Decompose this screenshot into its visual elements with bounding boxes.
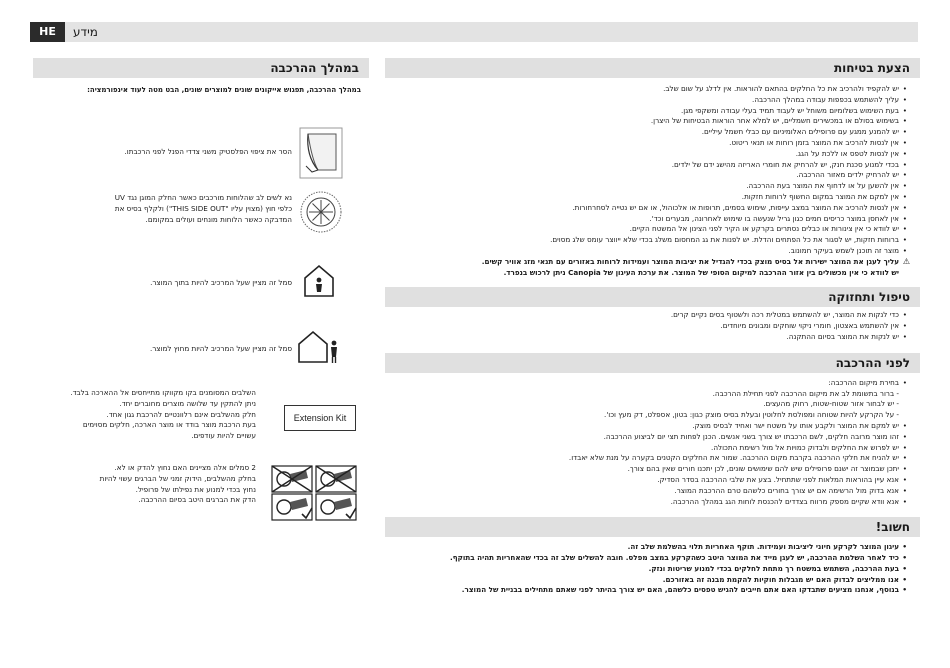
list-item: • בנוסף, אנחנו מציעים שתבדקו האם אתם חייבים להגיש טפסים כלשהם, האם יש צורך בהיתר לפני שאתם מתחילים בבניית של המוצר.	[391, 585, 907, 596]
list-item: • אין להשען על או לדחוף את המוצר בעת ההרכבה.	[391, 181, 907, 192]
list-item: • מוצר זה תוכנן לשמש בעיקר חמונוב.	[391, 246, 907, 257]
list-item: • בכדי למנוע סכנת חנק, יש להרחיק את חומרי האריזה מהישג ידם של ילדים.	[391, 160, 907, 171]
left-column	[33, 58, 369, 618]
assembly-intro: במהלך ההרכבה, תפגוש אייקונים שונים למוצרים שונים, הבט מטה לעוד אינפורמציה:	[87, 86, 361, 94]
list-item: • אין לאחסן במוצר כריסים חמים כגון גריל שנעשה בו שימוש לאחרונה, מבערים וכד'.	[391, 214, 907, 225]
row-line: בחלק מהשלבים, הידוק זמני של הברגים עשוי להיות	[99, 473, 256, 483]
inside-house-icon	[299, 260, 339, 300]
assembly-heading: במהלך ההרכבה	[33, 58, 369, 78]
extension-kit-label: Extension Kit	[284, 405, 356, 431]
list-item: • בחירת מיקום ההרכבה:	[391, 378, 907, 389]
list-item: • אין לנסות להרכיב את המוצר במצב עייפות, שימוש בסמים, תרופות או אלכוהול, או אם יש נטייה לסחרחורות.	[391, 203, 907, 214]
list-item: - על הקרקע להיות שטוחה ומפולסת לחלוטין ובעלת בסיס מוצק כגון: בטון, אספלט, דק מעץ וכו'.	[604, 410, 899, 420]
before-section	[385, 378, 920, 508]
row-line: 2 סמלים אלה מציינים האם נחוץ להדק או לא.	[114, 463, 256, 472]
uv-side-icon	[295, 188, 347, 236]
assembly-row-inside-text	[150, 278, 292, 289]
list-item: • יש לוודא כי אין צינורות או כבלים נסתרים בקרקע או הקיר לפני הצינון אל המשטח הקיים.	[391, 224, 907, 235]
assembly-row-screws	[33, 463, 369, 525]
row-line: עשויים להיות עודפים.	[191, 431, 256, 441]
row-line: סמל זה מציין שעל המרכיב להיות מחוץ למוצר.	[149, 344, 292, 353]
assembly-row-uv-text	[115, 193, 292, 225]
care-heading: טיפול ותחזוקה	[385, 287, 920, 307]
language-code-badge: HE	[30, 22, 65, 42]
assembly-row-outside-text	[150, 344, 292, 355]
important-list	[391, 542, 907, 596]
safety-list	[391, 84, 907, 257]
row-line: הדק את הברגים היטב בסיום ההרכבה.	[138, 495, 256, 505]
before-list	[391, 378, 907, 508]
list-item: • זהו מוצר מרובה חלקים, לשם הרכבתו יש צורך בשני אנשים. הכנן לפחות תצי יום לביצוע ההרכבה.	[391, 432, 907, 443]
row-line: נחוץ בכדי למנוע את נפילתו של פרופיל.	[135, 484, 256, 494]
list-item: • יש לפרוש את החלקים ולבדוק כמויות אל מול רשימת התכולה.	[391, 443, 907, 454]
list-item: - יש לבחור אזור שטוח-שטוח, רחוק מהעצים.	[763, 399, 899, 409]
important-heading: חשוב!	[385, 517, 920, 537]
assembly-row-inside	[33, 260, 369, 300]
list-item: • אנא וודא שקיים מספק מרווח בצדדים להכנסת לוחות הגג במהלך ההרכבה.	[391, 497, 907, 508]
anchor-warning-line-1	[391, 256, 910, 268]
list-item: • יש להרחיק ילדים מאזור ההרכבה.	[391, 170, 907, 181]
list-item: • בעת ההרכבה, השתמש במשטח רך מתחת לחלקים בכדי למנוע שריטות ונזק.	[391, 564, 907, 575]
list-item: - ברור בתשומת לב את מיקום ההרכבה לפני תחילת ההרכבה.	[712, 388, 899, 398]
list-item: • אנו ממליצים לבדוק האם יש מגבלות חוקיות להקמת מבנה זה באזורכם.	[391, 575, 907, 586]
before-heading: לפני ההרכבה	[385, 353, 920, 373]
assembly-row-peel	[33, 124, 369, 184]
screw-tighten-icon	[267, 463, 363, 523]
anchor-warning-text-1: עליך לעגן את המוצר ישירות אל בסיס מוצק בכדי להגדיל את יציבות המוצר ועמידות לרוחות באזורים עם תנאי מזג אוויר קשים.	[481, 256, 899, 266]
assembly-row-uv	[33, 188, 369, 236]
assembly-row-screws-text	[100, 463, 256, 506]
list-item: • יתכן שבמוצר זה ישנם פרופילים שיש להם שימושים שונים, לכן יתכנו חורים שאין בהם צורך.	[391, 464, 907, 475]
row-line: השלבים המסומנים בקו מקווקו מתייחסים אל ההארכה בלבד.	[70, 388, 256, 397]
list-item: • יש למקם את המוצר ולקבע אותו על משטח ישר ואחיד לבסיס מוצק.	[391, 421, 907, 432]
list-item: • אין למקם את המוצר במקום החשוף לרוחות חזקות.	[391, 192, 907, 203]
list-item: • יש להקפיד ולהרכיב את כל החלקים בהתאם להוראות. אין לדלג על שום שלב.	[391, 84, 907, 95]
list-item: • עיגון המוצר לקרקע חיוני ליציבות ועמידות. תוקף האחריות תלוי בהשלמת שלב זה.	[391, 542, 907, 553]
care-section	[385, 310, 920, 342]
list-item: • אנא עיין בהוראות המלאות לפני שתתחיל. בצע את שלבי ההרכבה בסדר הסדיק.	[391, 475, 907, 486]
language-name: מידע	[73, 25, 98, 39]
row-line: סמל זה מציין שעל המרכיב להיות בתוך המוצר.	[150, 278, 292, 287]
list-item: • ברוחות חזקות, יש לסגור את כל הפתחים והדלת. יש לפנות את גג המחסום משלג בכדי שלא ייווצר עומס שלג מסוים.	[391, 235, 907, 246]
row-line: ניתן להתקין עד שלושה מוצרים מחוברים יחד.	[119, 398, 256, 408]
peel-film-icon	[295, 124, 347, 182]
right-column	[385, 58, 920, 596]
care-list	[391, 310, 907, 342]
list-item: • בעת השימוש בשלומיום משוחל יש לעבוד תמיד בעלי עבודה ומשקפי מגן.	[391, 106, 907, 117]
anchor-warning-text-2: יש לוודא כי אין מכשולים בין אזור ההרכבה למיקום הסופי של המוצר. את ערכת העיגון של Canopia ניתן לרכוש בנפרד.	[503, 267, 899, 277]
tighten-icon	[316, 494, 356, 520]
list-item: • אין להשתמש באצטון, חומרי ניקוי שוחקים ומבונים מיוחדים.	[391, 321, 907, 332]
list-item: • יש להניח את חלקי ההרכבה בקרבת מקום ההרכבה. שמור את החלקים הקטנים בקערה על מנת שלא יאבדו.	[391, 453, 907, 464]
assembly-row-outside	[33, 324, 369, 368]
row-line: כלפי חוץ (מצוין עליו "THIS SIDE OUT") ולקלף בסיס את	[114, 203, 292, 213]
list-item: • כדי לנקות את המוצר, יש להשתמש במטלית רכה ולשטוף בסים נקיים קרים.	[391, 310, 907, 321]
extension-kit-icon	[280, 403, 360, 433]
assembly-row-extension-text	[70, 388, 256, 442]
top-bar	[30, 22, 918, 42]
list-item: • אין לנסות להרכיב את המוצר בזמן רוחות או תנאי ריטוט.	[391, 138, 907, 149]
row-line: נא לשים לב שהלוחות מורכבים כאשר החלק המוגן נגד UV	[114, 193, 292, 202]
list-item: • אין לנסות לטפס או ללכת על הגג.	[391, 149, 907, 160]
list-item: • כיד לאחר השלמת ההרכבה, יש לעגן מייד את המוצר היטב כשהקרקע במצב מפלס. חובה להשלים שלב זה בכדי שהאחריות תהיה בתוקף.	[391, 553, 907, 564]
assembly-row-peel-text	[124, 147, 292, 158]
row-line: חלק מהשלבים אינם רלוונטיים להרכבת גגון אחד.	[106, 409, 256, 419]
list-item: • אנא בדוק מול הרשימה אם יש צורך בחורים כלשהם טרם ההרכבת המוצר.	[391, 486, 907, 497]
outside-house-icon	[295, 324, 343, 368]
safety-section	[385, 84, 920, 278]
safety-heading: הצעת בטיחות	[385, 58, 920, 78]
important-section	[385, 542, 920, 596]
row-line: בעת הרכבת מוצר בודד או מוצר הארכה, חלקים מסוימים	[82, 420, 256, 430]
anchor-warning-line-2	[391, 268, 907, 279]
row-line: המדבקה כאשר הלוחות מונחים ועולים במקומם.	[145, 214, 292, 224]
row-line: הסר את ציפוי הפלסטיק משני צדדי הפנל לפני הרכבתו.	[124, 147, 292, 156]
list-item: • יש לנקות את המוצר בסיום ההתקנה.	[391, 332, 907, 343]
list-item: • עליך להשתמש בכפפות עבודה במהלך ההרכבה.	[391, 95, 907, 106]
list-item: • יש להמנע ממגע עם פרופילים האלומיניום עם כבלי חשמל עיליים.	[391, 127, 907, 138]
assembly-row-extension	[33, 388, 369, 448]
list-item: • בשימוש בסולם או במכשירים חשמליים, יש למלא אחר הוראות הבטיחות של היצרן.	[391, 116, 907, 127]
no-tighten-icon	[272, 466, 312, 492]
warning-triangle-icon: ⚠	[902, 256, 910, 266]
